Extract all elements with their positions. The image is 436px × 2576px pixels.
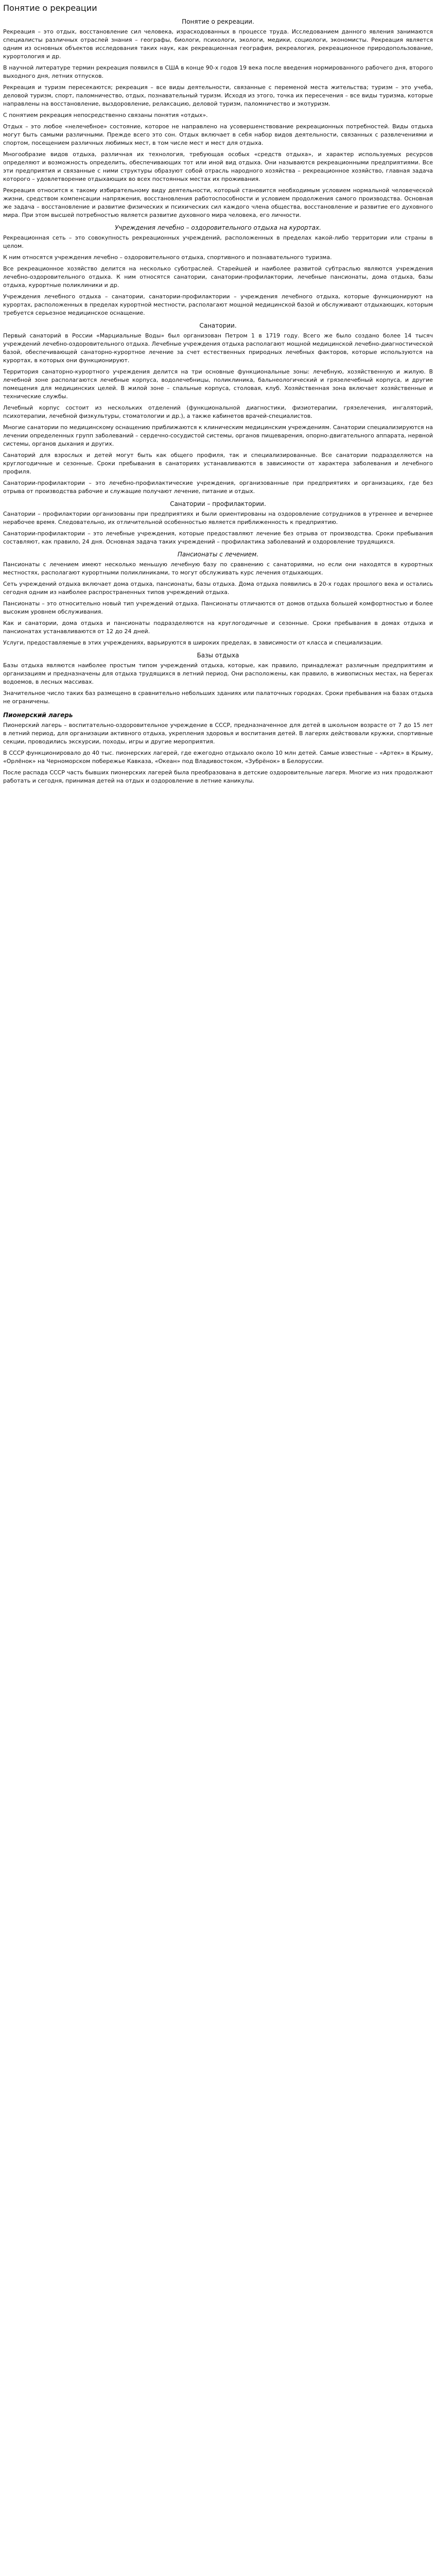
paragraph: Сеть учреждений отдыха включает дома отдыха, пансионаты, базы отдыха. Дома отдыха появились в 20-х годах прошлого века и остались сегодня одним из наиболее распространенных типов учреждений отдыха. [3, 581, 433, 596]
camp-paragraphs [3, 721, 433, 785]
paragraph: Многообразие видов отдыха, различная их технология, требующая особых «средств отдыха», и характер используемых ресурсов определяют и возможность определить, обеспечивающих тот или иной вид отдыха. Они называются рекреационными предприятиями. Все эти предприятия и связанные с ними структуры образуют собой отрасль народного хозяйства – рекреационное хозяйство, главная задача которого – удовлетворение отдыхающих во всех постоянных местах их проживания. [3, 151, 433, 182]
paragraph: Учреждения лечебного отдыха – санатории, санатории-профилактории – учреждения лечебного отдыха, которые функционируют на курортах, расположенных в пределах курортной местности, располагают мощной медицинской базой и обслуживают отдыхающих, которым требуется серьезное медицинское оснащение. [3, 293, 433, 316]
paragraph: С понятием рекреация непосредственно связаны понятия «отдых». [3, 112, 208, 118]
section-heading: Санатории. [199, 322, 237, 329]
paragraph: В научной литературе термин рекреация появился в США в конце 90-х годов 19 века после введения нормированного рабочего дня, второго выходного дня, летних отпусков. [3, 64, 433, 79]
document-title: Понятие о рекреации [3, 3, 97, 13]
paragraph: Значительное число таких баз размещено в сравнительно небольших зданиях или палаточных городках. Сроки пребывания на базах отдыха не ограничены. [3, 690, 433, 705]
document-body [3, 18, 433, 706]
section [3, 18, 433, 219]
paragraph: К ним относятся учреждения лечебно – оздоровительного отдыха, спортивного и познавательного туризма. [3, 254, 332, 261]
paragraph: Рекреация и туризм пересекаются; рекреация – все виды деятельности, связанные с переменой места жительства; туризм – это учеба, деловой туризм, спорт, паломничество, отдых, познавательный туризм. Исходя из этого, точка их пересечения – все виды туризма, которые направлены на восстановление, выздоровление, релаксацию, деловой туризм, паломничество и экотуризм. [3, 84, 433, 107]
section-heading: Учреждения лечебно – оздоровительного отдыха на курортах. [115, 224, 321, 231]
section-heading: Понятие о рекреации. [182, 18, 254, 25]
paragraph: Пансионаты с лечением имеют несколько меньшую лечебную базу по сравнению с санаториями, но если они находятся в курортных местностях, располагают курортными поликлиниками, то могут обслуживать курс лечения отдыхающих. [3, 561, 433, 576]
paragraph: Лечебный корпус состоит из нескольких отделений (функциональной диагностики, физиотерапии, грязелечения, ингаляторий, психотерапии, лечебной физкультуры, стоматологии и др.), а также кабинетов врачей-специалистов. [3, 404, 433, 419]
paragraph: Санаторий для взрослых и детей могут быть как общего профиля, так и специализированные. Все санатории подразделяются на круглогодичные и сезонные. Сроки пребывания в санаториях устанавливаются в зависимости от характера заболевания и лечебного профиля. [3, 452, 433, 475]
paragraph: Многие санатории по медицинскому оснащению приближаются к клиническим медицинским учреждениям. Санатории специализируются на лечении определенных групп заболеваний – сердечно-сосудистой системы, органов пищеварения, опорно-двигательного аппарата, нервной системы, органов дыхания и других. [3, 424, 433, 447]
paragraph: Санатории – профилактории организованы при предприятиях и были ориентированы на оздоровление сотрудников в утреннее и вечернее нерабочее время. Следовательно, их отличительной особенностью является приближенность к предприятию. [3, 511, 433, 526]
section-heading: Базы отдыха [197, 652, 239, 659]
section [3, 321, 433, 496]
document-page [0, 0, 436, 785]
paragraph: Пионерский лагерь – воспитательно-оздоровительное учреждение в СССР, предназначенное для детей в школьном возрасте от 7 до 15 лет в летний период, для организации активного отдыха, укрепления здоровья и воспитания детей. В лагерях действовали кружки, спортивные секции, проводились экскурсии, походы, игры и другие мероприятия. [3, 722, 433, 745]
section-heading: Санатории – профилактории. [170, 500, 266, 507]
paragraph: Санатории-профилактории – это лечебные учреждения, которые предоставляют лечение без отрыва от производства. Сроки пребывания составляют, как правило, 24 дня. Основная задача таких учреждений – профилактика заболеваний и оздоровление трудящихся. [3, 530, 433, 545]
paragraph: Территория санаторно-курортного учреждения делится на три основные функциональные зоны: лечебную, хозяйственную и жилую. В лечебной зоне располагаются лечебные корпуса, водолечебницы, поликлиника, бальнеологический и грязелечебный корпуса, и другие помещения для медицинских целей. В жилой зоне – спальные корпуса, столовая, клуб. Хозяйственная зона включает хозяйственные и технические службы. [3, 368, 433, 400]
camp-section [3, 711, 433, 785]
paragraph: Санатории-профилактории – это лечебно-профилактические учреждения, организованные при предприятиях и организациях, где без отрыва от производства рабочие и служащие получают лечение, питание и отдых. [3, 480, 433, 495]
paragraph: Услуги, предоставляемые в этих учреждениях, варьируются в широких пределах, в зависимости от класса и специализации. [3, 639, 383, 646]
section [3, 500, 433, 546]
section [3, 224, 433, 317]
paragraph: Рекреация – это отдых, восстановление сил человека, израсходованных в процессе труда. Исследованием данного явления занимаются специалисты различных отраслей знания – географы, биологи, психологи, экологи, медики, социологи, экономисты. Рекреация является одним из основных объектов исследования таких наук, как рекреационная география, рекреалогия, рекреационное природопользование, курортология и др. [3, 28, 433, 60]
paragraph: Пансионаты – это относительно новый тип учреждений отдыха. Пансионаты отличаются от домов отдыха большей комфортностью и более высоким уровнем обслуживания. [3, 600, 433, 615]
paragraph: В СССР функционировало до 40 тыс. пионерских лагерей, где ежегодно отдыхало около 10 млн детей. Самые известные – «Артек» в Крыму, «Орлёнок» на Черноморском побережье Кавказа, «Океан» под Владивостоком, «Зубрёнок» в Белоруссии. [3, 750, 433, 765]
paragraph: Отдых – это любое «нелечебное» состояние, которое не направлено на усовершенствование рекреационных потребностей. Виды отдыха могут быть самыми различными. Прежде всего это сон. Отдых включает в себя набор видов деятельности, связанных с развлечениями и спортом, посещением различных любимых мест, в том числе мест и мест для отдыха. [3, 123, 433, 146]
section-heading: Пансионаты с лечением. [177, 551, 259, 558]
paragraph: После распада СССР часть бывших пионерских лагерей была преобразована в детские оздоровительные лагеря. Многие из них продолжают работать и сегодня, принимая детей на отдых и оздоровление в летние каникулы. [3, 769, 433, 784]
paragraph: Базы отдыха являются наиболее простым типом учреждений отдыха, которые, как правило, принадлежат различным предприятиям и организациям и предназначены для отдыха трудящихся в летний период. Они расположены, как правило, в живописных местах, на берегах водоемов, в лесных массивах. [3, 662, 433, 685]
section [3, 651, 433, 706]
camp-heading: Пионерский лагерь [3, 711, 73, 719]
section [3, 550, 433, 647]
paragraph: Как и санатории, дома отдыха и пансионаты подразделяются на круглогодичные и сезонные. Сроки пребывания в домах отдыха и пансионатах устанавливаются от 12 до 24 дней. [3, 620, 433, 635]
paragraph: Все рекреационное хозяйство делится на несколько суботраслей. Старейшей и наиболее развитой субтраслью являются учреждения лечебно-оздоровительного отдыха. К ним относятся санатории, санатории-профилактории, лечебные пансионаты, дома отдыха, базы отдыха, курортные поликлиники и др. [3, 265, 433, 289]
paragraph: Рекреационная сеть – это совокупность рекреационных учреждений, расположенных в пределах какой-либо территории или страны в целом. [3, 234, 433, 249]
paragraph: Рекреация относится к такому избирательному виду деятельности, который становится необходимым условием нормальной человеческой жизни, средством компенсации напряжения, восстановления работоспособности и условием продолжения самого производства. Основная же задача – восстановление и развитие физических и психических сил каждого члена общества, восстановление и развитие его духовного мира. При этом высшей потребностью является развитие духовного мира человека, его личности. [3, 187, 433, 218]
paragraph: Первый санаторий в России «Марциальные Воды» был организован Петром 1 в 1719 году. Всего же было создано более 14 тысяч учреждений лечебно-оздоровительного отдыха. Лечебные учреждения отдыха располагают мощной медицинской лечебно-диагностической базой, обеспечивающей санаторно-курортное лечение за счет естественных природных лечебных факторов, которые используются на курортах, в которых они функционируют. [3, 332, 433, 364]
